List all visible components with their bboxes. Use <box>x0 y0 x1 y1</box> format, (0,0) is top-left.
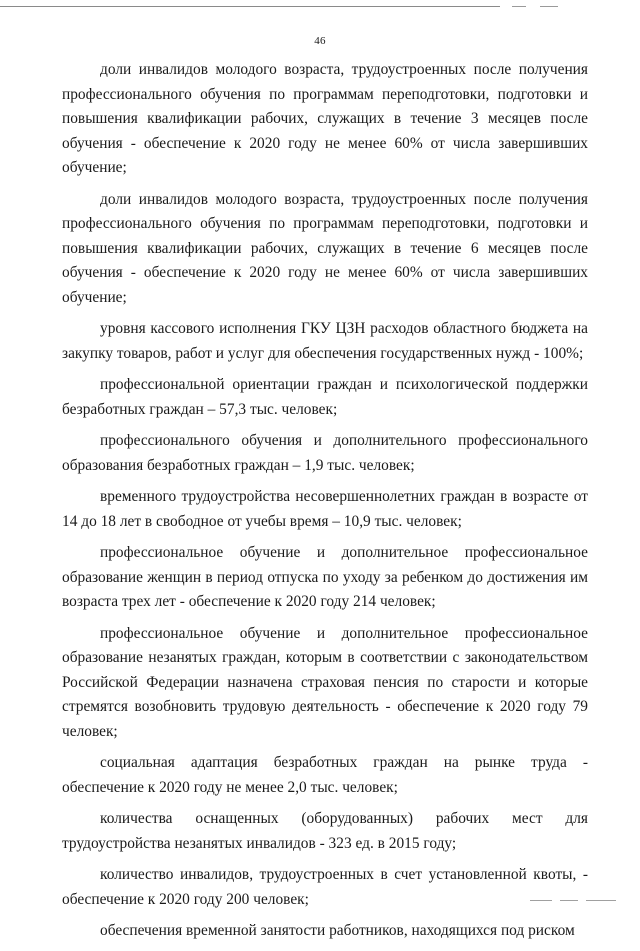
scan-top-mark <box>512 6 526 7</box>
scan-bottom-mark <box>530 900 552 901</box>
paragraph: профессиональное обучение и дополнительное профессиональное образование женщин в период отпуска по уходу за ребенком до достижения им возраста трех лет - обеспечение к 2020 году 214 человек; <box>62 544 588 610</box>
scan-bottom-mark <box>586 900 616 901</box>
scan-top-mark <box>540 6 558 7</box>
paragraph: количества оснащенных (оборудованных) рабочих мест для трудоустройства незанятых инвалидов - 323 ед. в 2015 году; <box>62 810 588 852</box>
paragraph: профессиональное обучение и дополнительное профессиональное образование незанятых граждан, которым в соответствии с законодательством Российской Федерации назначена страховая пенсия по старости и которые стремятся возобновить трудовую деятельность - обеспечение к 2020 году 79 человек; <box>62 624 588 740</box>
paragraph: профессионального обучения и дополнительного профессионального образования безработных граждан – 1,9 тыс. человек; <box>62 432 588 474</box>
paragraph: социальная адаптация безработных граждан на рынке труда - обеспечение к 2020 году не менее 2,0 тыс. человек; <box>62 754 588 796</box>
scan-top-border <box>0 6 500 7</box>
paragraph: доли инвалидов молодого возраста, трудоустроенных после получения профессионального обучения по программам переподготовки, подготовки и повышения квалификации рабочих, служащих в течение 3 месяцев после обучения - обеспечение к 2020 году не менее 60% от числа завершивших обучение; <box>62 61 588 176</box>
document-body <box>62 58 588 951</box>
page-number: 46 <box>314 35 326 47</box>
paragraph: обеспечения временной занятости работников, находящихся под риском <box>100 922 575 939</box>
paragraph: временного трудоустройства несовершеннолетних граждан в возрасте от 14 до 18 лет в свободное от учебы время – 10,9 тыс. человек; <box>62 488 588 530</box>
paragraph: профессиональной ориентации граждан и психологической поддержки безработных граждан – 57,3 тыс. человек; <box>62 376 588 418</box>
paragraph: уровня кассового исполнения ГКУ ЦЗН расходов областного бюджета на закупку товаров, работ и услуг для обеспечения государственных нужд - 100%; <box>62 320 588 362</box>
scan-bottom-mark <box>560 900 578 901</box>
paragraph: количество инвалидов, трудоустроенных в счет установленной квоты, - обеспечение к 2020 году 200 человек; <box>62 866 588 908</box>
paragraph: доли инвалидов молодого возраста, трудоустроенных после получения профессионального обучения по программам переподготовки, подготовки и повышения квалификации рабочих, служащих в течение 6 месяцев после обучения - обеспечение к 2020 году не менее 60% от числа завершивших обучение; <box>62 190 588 306</box>
